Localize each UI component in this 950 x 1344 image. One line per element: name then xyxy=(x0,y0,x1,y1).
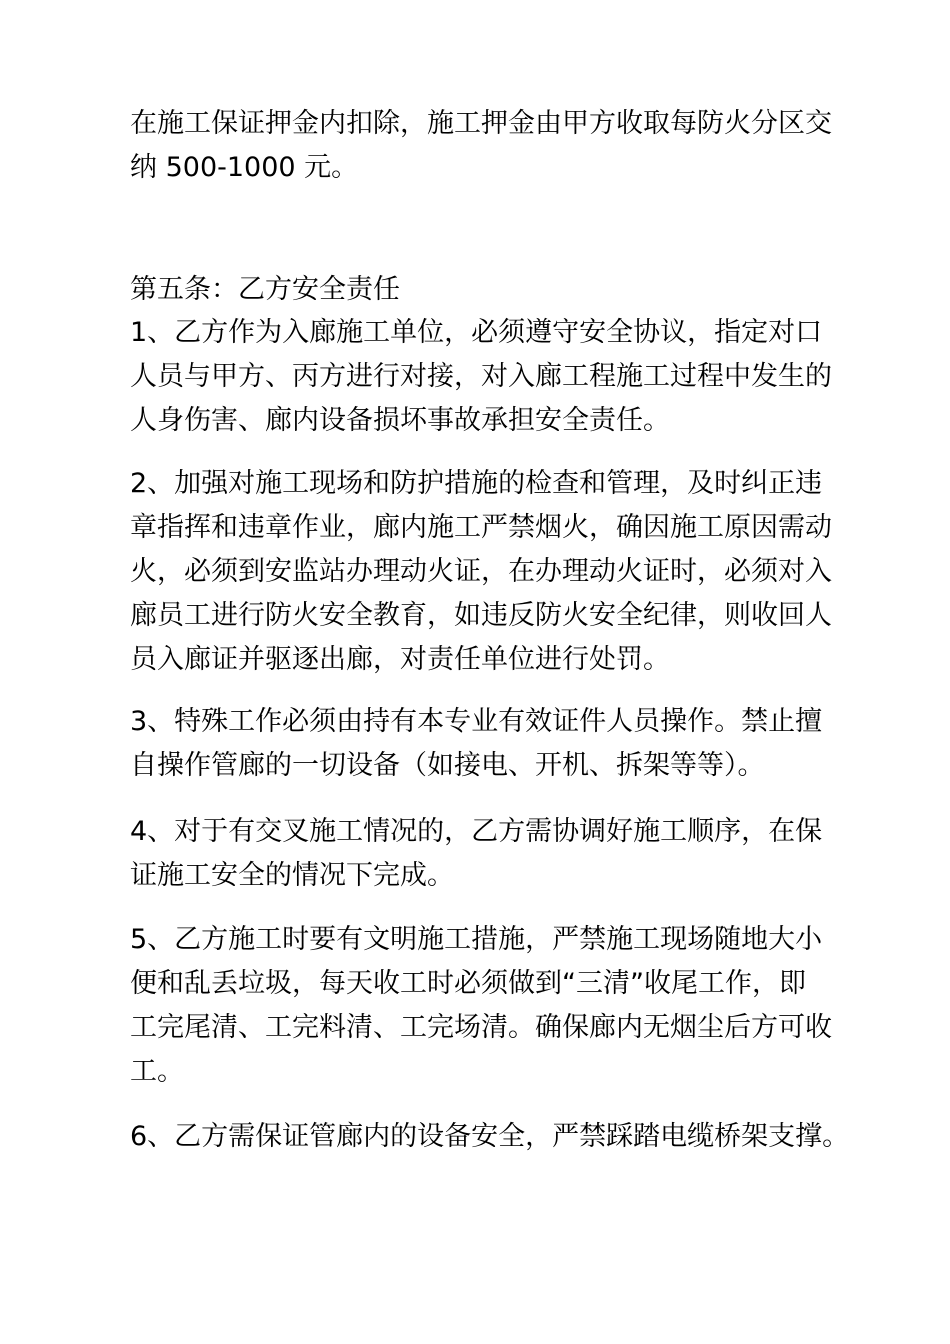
paragraph-line: 6、乙方需保证管廊内的设备安全，严禁踩踏电缆桥架支撑。 xyxy=(130,1121,850,1152)
paragraph-line: 3、特殊工作必须由持有本专业有效证件人员操作。禁止擅 xyxy=(130,706,823,737)
paragraph-line: 人身伤害、廊内设备损坏事故承担安全责任。 xyxy=(130,405,670,436)
paragraph-line: 纳 500-1000 元。 xyxy=(130,152,359,183)
paragraph-line: 廊员工进行防火安全教育，如违反防火安全纪律，则收回人 xyxy=(130,600,832,631)
paragraph-line: 在施工保证押金内扣除，施工押金由甲方收取每防火分区交 xyxy=(130,108,832,139)
continuation-paragraph xyxy=(130,102,870,190)
clause-item-5 xyxy=(130,918,870,1094)
paragraph-line: 1、乙方作为入廊施工单位，必须遵守安全协议，指定对口 xyxy=(130,317,823,348)
paragraph-line: 工。 xyxy=(130,1056,184,1087)
clause-item-6 xyxy=(130,1115,870,1159)
paragraph-line: 火，必须到安监站办理动火证，在办理动火证时，必须对入 xyxy=(130,556,832,587)
section-title-text: 第五条：乙方安全责任 xyxy=(130,274,400,305)
section-title xyxy=(130,268,870,312)
paragraph-line: 便和乱丢垃圾，每天收工时必须做到“三清”收尾工作，即 xyxy=(130,968,806,999)
paragraph-line: 自操作管廊的一切设备（如接电、开机、拆架等等）。 xyxy=(130,750,765,781)
clause-item-1 xyxy=(130,311,870,443)
paragraph-line: 章指挥和违章作业，廊内施工严禁烟火，确因施工原因需动 xyxy=(130,512,832,543)
paragraph-line: 人员与甲方、丙方进行对接，对入廊工程施工过程中发生的 xyxy=(130,361,832,392)
paragraph-line: 5、乙方施工时要有文明施工措施，严禁施工现场随地大小 xyxy=(130,924,823,955)
paragraph-line: 工完尾清、工完料清、工完场清。确保廊内无烟尘后方可收 xyxy=(130,1012,832,1043)
clause-item-3 xyxy=(130,700,870,788)
clause-item-4 xyxy=(130,810,870,898)
paragraph-line: 员入廊证并驱逐出廊，对责任单位进行处罚。 xyxy=(130,644,670,675)
clause-item-2 xyxy=(130,462,870,682)
paragraph-line: 4、对于有交叉施工情况的，乙方需协调好施工顺序，在保 xyxy=(130,816,823,847)
paragraph-line: 2、加强对施工现场和防护措施的检查和管理，及时纠正违 xyxy=(130,468,823,499)
paragraph-line: 证施工安全的情况下完成。 xyxy=(130,860,454,891)
